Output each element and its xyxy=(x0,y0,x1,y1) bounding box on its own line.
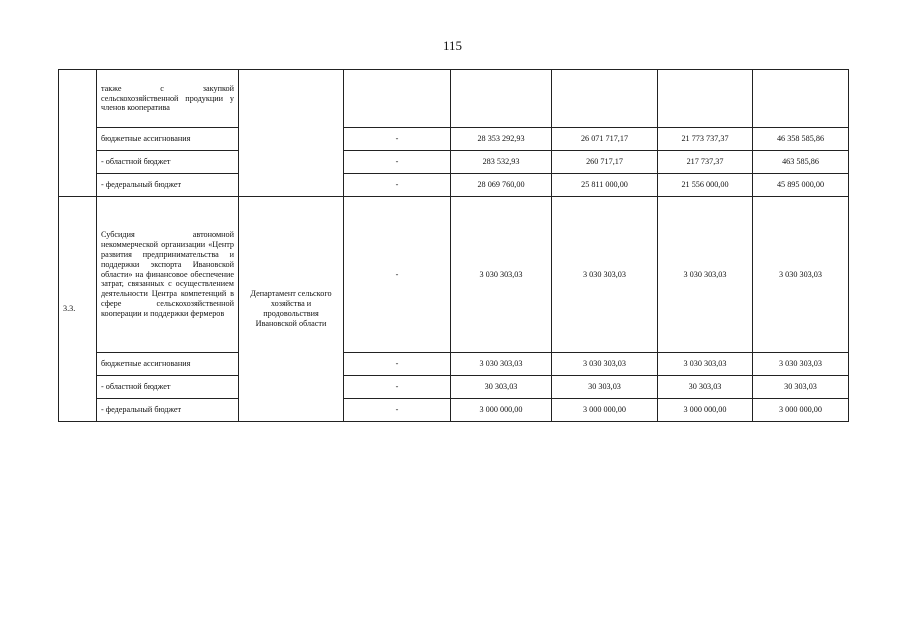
row-label: бюджетные ассигнования xyxy=(97,128,239,151)
value-cell: 30 303,03 xyxy=(753,376,849,399)
row-label: - федеральный бюджет xyxy=(97,399,239,422)
value-cell: 3 030 303,03 xyxy=(552,353,658,376)
row-label: - областной бюджет xyxy=(97,151,239,174)
table-row xyxy=(59,197,849,353)
executor-cell: Департамент сельского хозяйства и продовольствия Ивановской области xyxy=(239,197,344,422)
table-row xyxy=(59,128,849,151)
value-cell: 28 069 760,00 xyxy=(451,174,552,197)
table-row xyxy=(59,70,849,128)
value-cell: 21 556 000,00 xyxy=(658,174,753,197)
value-cell: 3 030 303,03 xyxy=(658,353,753,376)
dash-cell: - xyxy=(344,151,451,174)
value-cell: 45 895 000,00 xyxy=(753,174,849,197)
value-cell: 28 353 292,93 xyxy=(451,128,552,151)
dash-cell: - xyxy=(344,197,451,353)
row-description: также с закупкой сельскохозяйственной продукции у членов кооператива xyxy=(97,70,239,128)
value-cell: 3 030 303,03 xyxy=(451,197,552,353)
empty-cell xyxy=(344,70,451,128)
table-row xyxy=(59,151,849,174)
value-cell: 46 358 585,86 xyxy=(753,128,849,151)
page-number: 115 xyxy=(442,38,463,53)
value-cell: 283 532,93 xyxy=(451,151,552,174)
value-cell: 3 000 000,00 xyxy=(552,399,658,422)
value-cell: 30 303,03 xyxy=(451,376,552,399)
empty-cell xyxy=(753,70,849,128)
value-cell: 30 303,03 xyxy=(658,376,753,399)
table-row xyxy=(59,174,849,197)
dash-cell: - xyxy=(344,399,451,422)
value-cell: 3 030 303,03 xyxy=(753,353,849,376)
row-number: 3.3. xyxy=(59,197,97,422)
budget-table xyxy=(58,69,849,422)
dash-cell: - xyxy=(344,353,451,376)
row-label: - федеральный бюджет xyxy=(97,174,239,197)
value-cell: 260 717,17 xyxy=(552,151,658,174)
table-row xyxy=(59,353,849,376)
table-row xyxy=(59,399,849,422)
row-label: бюджетные ассигнования xyxy=(97,353,239,376)
value-cell: 30 303,03 xyxy=(552,376,658,399)
value-cell: 26 071 717,17 xyxy=(552,128,658,151)
value-cell: 3 000 000,00 xyxy=(451,399,552,422)
dash-cell: - xyxy=(344,128,451,151)
row-label: - областной бюджет xyxy=(97,376,239,399)
executor-cell xyxy=(239,70,344,197)
dash-cell: - xyxy=(344,376,451,399)
row-description: Субсидия автономной некоммерческой организации «Центр развития предпринимательства и поддержки экспорта Ивановской области» на финансовое обеспечение затрат, связанных с осуществлением деятельности Центра компетенций в сфере сельскохозяйственной кооперации и поддержки фермеров xyxy=(97,197,239,353)
value-cell: 3 000 000,00 xyxy=(753,399,849,422)
empty-cell xyxy=(451,70,552,128)
value-cell: 3 030 303,03 xyxy=(753,197,849,353)
empty-cell xyxy=(552,70,658,128)
value-cell: 21 773 737,37 xyxy=(658,128,753,151)
value-cell: 3 030 303,03 xyxy=(658,197,753,353)
value-cell: 3 030 303,03 xyxy=(451,353,552,376)
table-row xyxy=(59,376,849,399)
dash-cell: - xyxy=(344,174,451,197)
value-cell: 463 585,86 xyxy=(753,151,849,174)
value-cell: 3 000 000,00 xyxy=(658,399,753,422)
row-number-cell xyxy=(59,70,97,197)
value-cell: 217 737,37 xyxy=(658,151,753,174)
value-cell: 3 030 303,03 xyxy=(552,197,658,353)
empty-cell xyxy=(658,70,753,128)
value-cell: 25 811 000,00 xyxy=(552,174,658,197)
